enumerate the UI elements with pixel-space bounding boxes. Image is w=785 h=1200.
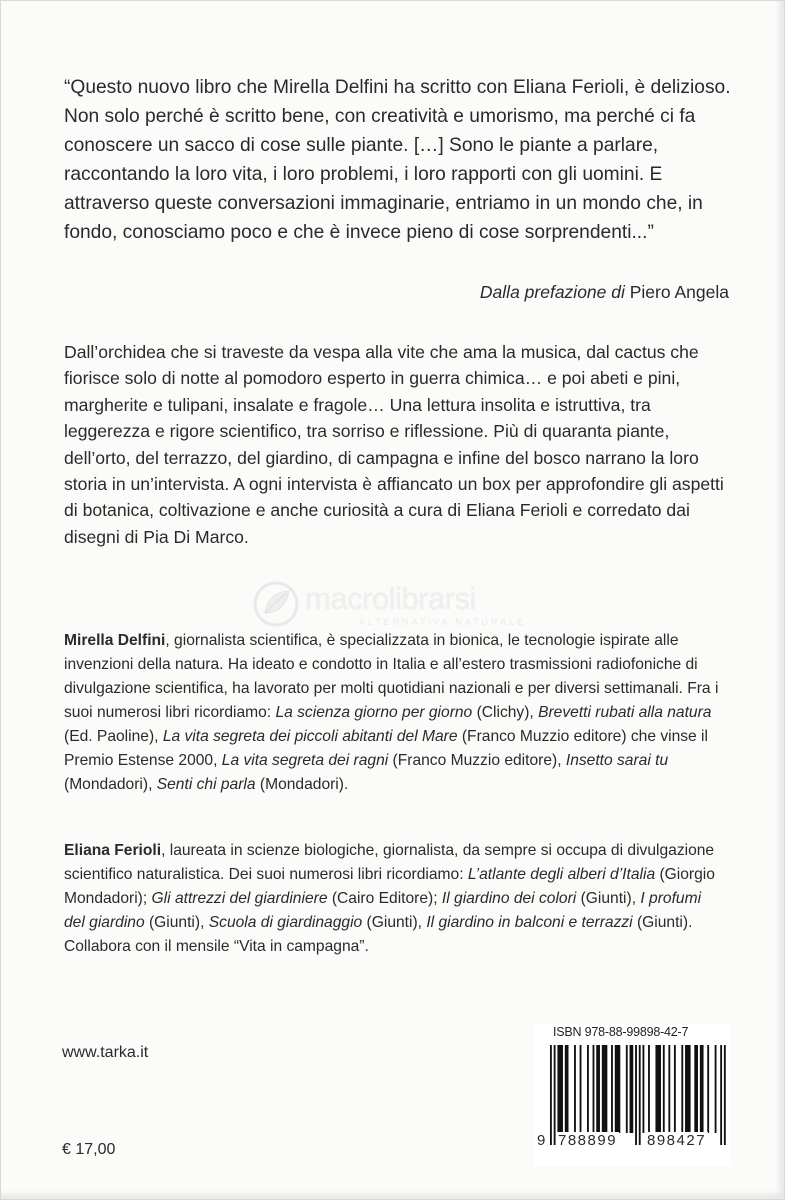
barcode-bar xyxy=(655,1045,661,1133)
bio-text: , laureata in scienze biologiche, giornalista, da sempre si occupa di divulgazione scientifico naturalistica. Dei suoi numerosi libri ricordiamo: xyxy=(64,842,715,883)
author-bio-delfini xyxy=(64,629,724,797)
barcode-bar xyxy=(663,1045,665,1133)
macrolibrarsi-watermark xyxy=(251,579,541,629)
barcode-bar xyxy=(602,1045,608,1133)
barcode-bar xyxy=(557,1045,563,1133)
bio-text: (Clichy), xyxy=(472,704,539,721)
barcode-bar xyxy=(615,1045,621,1133)
author-name: Mirella Delfini xyxy=(64,632,166,649)
bio-text: (Cairo Editore); xyxy=(327,890,442,907)
barcode-bar xyxy=(694,1045,698,1133)
book-title: Senti chi parla xyxy=(156,776,256,793)
leaf-logo-icon xyxy=(251,579,301,629)
barcode-bar xyxy=(668,1045,670,1133)
bio-text: (Giunti). Collabora con il mensile “Vita in campagna”. xyxy=(64,914,693,955)
attribution-prefix: Dalla prefazione di xyxy=(479,282,625,302)
book-title: La vita segreta dei piccoli abitanti del Mare xyxy=(162,728,458,745)
barcode-left-digits: 788899 xyxy=(558,1132,618,1149)
publisher-website: www.tarka.it xyxy=(62,1044,149,1061)
bio-text: (Mondadori), xyxy=(64,776,157,793)
bio-text: , giornalista scientifica, è specializzata in bionica, le tecnologie ispirate alle invenzioni della natura. Ha ideato e condotto in Italia e all’estero trasmissioni radiofoniche di divulgazione scientifica, ha lavorato per molti quotidiani nazionali e per diversi settimanali. Fra i suoi numerosi libri ricordiamo: xyxy=(64,632,719,721)
barcode-right-digits: 898427 xyxy=(647,1132,707,1149)
barcode-bar xyxy=(565,1045,569,1133)
author-name: Eliana Ferioli xyxy=(64,842,162,859)
bio-text: (Ed. Paoline), xyxy=(64,728,163,745)
book-title: Insetto sarai tu xyxy=(565,752,669,769)
barcode-bar xyxy=(587,1045,589,1133)
isbn-label: ISBN 978-88-99898-42-7 xyxy=(553,1025,689,1039)
book-title: I profumi del giardino xyxy=(64,890,702,931)
book-title: Il giardino in balconi e terrazzi xyxy=(426,914,633,931)
watermark-brand: macrolibrarsi xyxy=(305,581,476,616)
barcode-bar xyxy=(626,1045,628,1133)
barcode-bar xyxy=(593,1045,595,1133)
preface-quote: “Questo nuovo libro che Mirella Delfini ha scritto con Eliana Ferioli, è delizioso. Non solo perché è scritto bene, con creatività e umorismo, ma perché ci fa conoscere un sacco di cose sulle piante. […] Sono le piante a parlare, raccontando la loro vita, i loro problemi, i loro rapporti con gli uomini. E attraverso queste conversazioni immaginarie, entriamo in un mondo che, in fondo, conosciamo poco e che è invece pieno di cose sorprendenti...” xyxy=(64,77,731,243)
barcode-bar xyxy=(700,1045,704,1133)
book-title: La vita segreta dei ragni xyxy=(221,752,389,769)
barcode-first-digit: 9 xyxy=(537,1132,546,1149)
isbn-barcode xyxy=(534,1024,731,1166)
barcode-bar xyxy=(574,1045,576,1133)
barcode-bar xyxy=(643,1045,645,1133)
bio-text: (Franco Muzzio editore) che vinse il Premio Estense 2000, xyxy=(64,728,708,769)
book-price: € 17,00 xyxy=(62,1141,116,1158)
bio-text: (Mondadori). xyxy=(255,776,349,793)
book-title: L’atlante degli alberi d’Italia xyxy=(467,866,656,883)
quote-attribution xyxy=(480,282,729,303)
barcode-bar xyxy=(674,1045,676,1133)
book-title: Brevetti rubati alla natura xyxy=(538,704,712,721)
author-bio-ferioli xyxy=(64,839,724,959)
barcode-bar xyxy=(580,1045,582,1133)
book-title: La scienza giorno per giorno xyxy=(275,704,473,721)
bio-text: (Giunti), xyxy=(144,914,209,931)
attribution-name: Piero Angela xyxy=(629,282,729,302)
bio-text: (Franco Muzzio editore), xyxy=(388,752,566,769)
barcode-bar xyxy=(681,1045,683,1133)
barcode-bar xyxy=(685,1045,691,1133)
barcode-bar xyxy=(648,1045,650,1133)
barcode-bar xyxy=(630,1045,634,1133)
book-title: Gli attrezzi del giardiniere xyxy=(151,890,328,907)
bio-text: (Giunti), xyxy=(576,890,641,907)
bio-text: (Giunti), xyxy=(362,914,427,931)
barcode-bar xyxy=(611,1045,613,1133)
book-title: Scuola di giardinaggio xyxy=(208,914,363,931)
barcode-bar xyxy=(596,1045,600,1133)
book-title: Il giardino dei colori xyxy=(441,890,577,907)
barcode-bar xyxy=(715,1045,717,1133)
barcode-bar xyxy=(707,1045,709,1133)
barcode-digits xyxy=(534,1128,731,1154)
watermark-tagline: ALTERNATIVA NATURALE xyxy=(359,617,526,628)
bio-text: (Giorgio Mondadori); xyxy=(64,866,715,907)
book-summary: Dall’orchidea che si traveste da vespa alla vite che ama la musica, dal cactus che fiorisce solo di notte al pomodoro esperto in guerra chimica… e poi abeti e pini, margherite e tulipani, insalate e fragole… Una lettura insolita e istruttiva, tra leggerezza e rigore scientifico, tra sorriso e riflessione. Più di quaranta piante, dell’orto, del terrazzo, del giardino, di campagna e infine del bosco narrano la loro storia in un’intervista. A ogni intervista è affiancato un box per approfondire gli aspetti di botanica, coltivazione e anche curiosità a cura di Eliana Ferioli e corredato dai disegni di Pia Di Marco. xyxy=(64,342,724,547)
